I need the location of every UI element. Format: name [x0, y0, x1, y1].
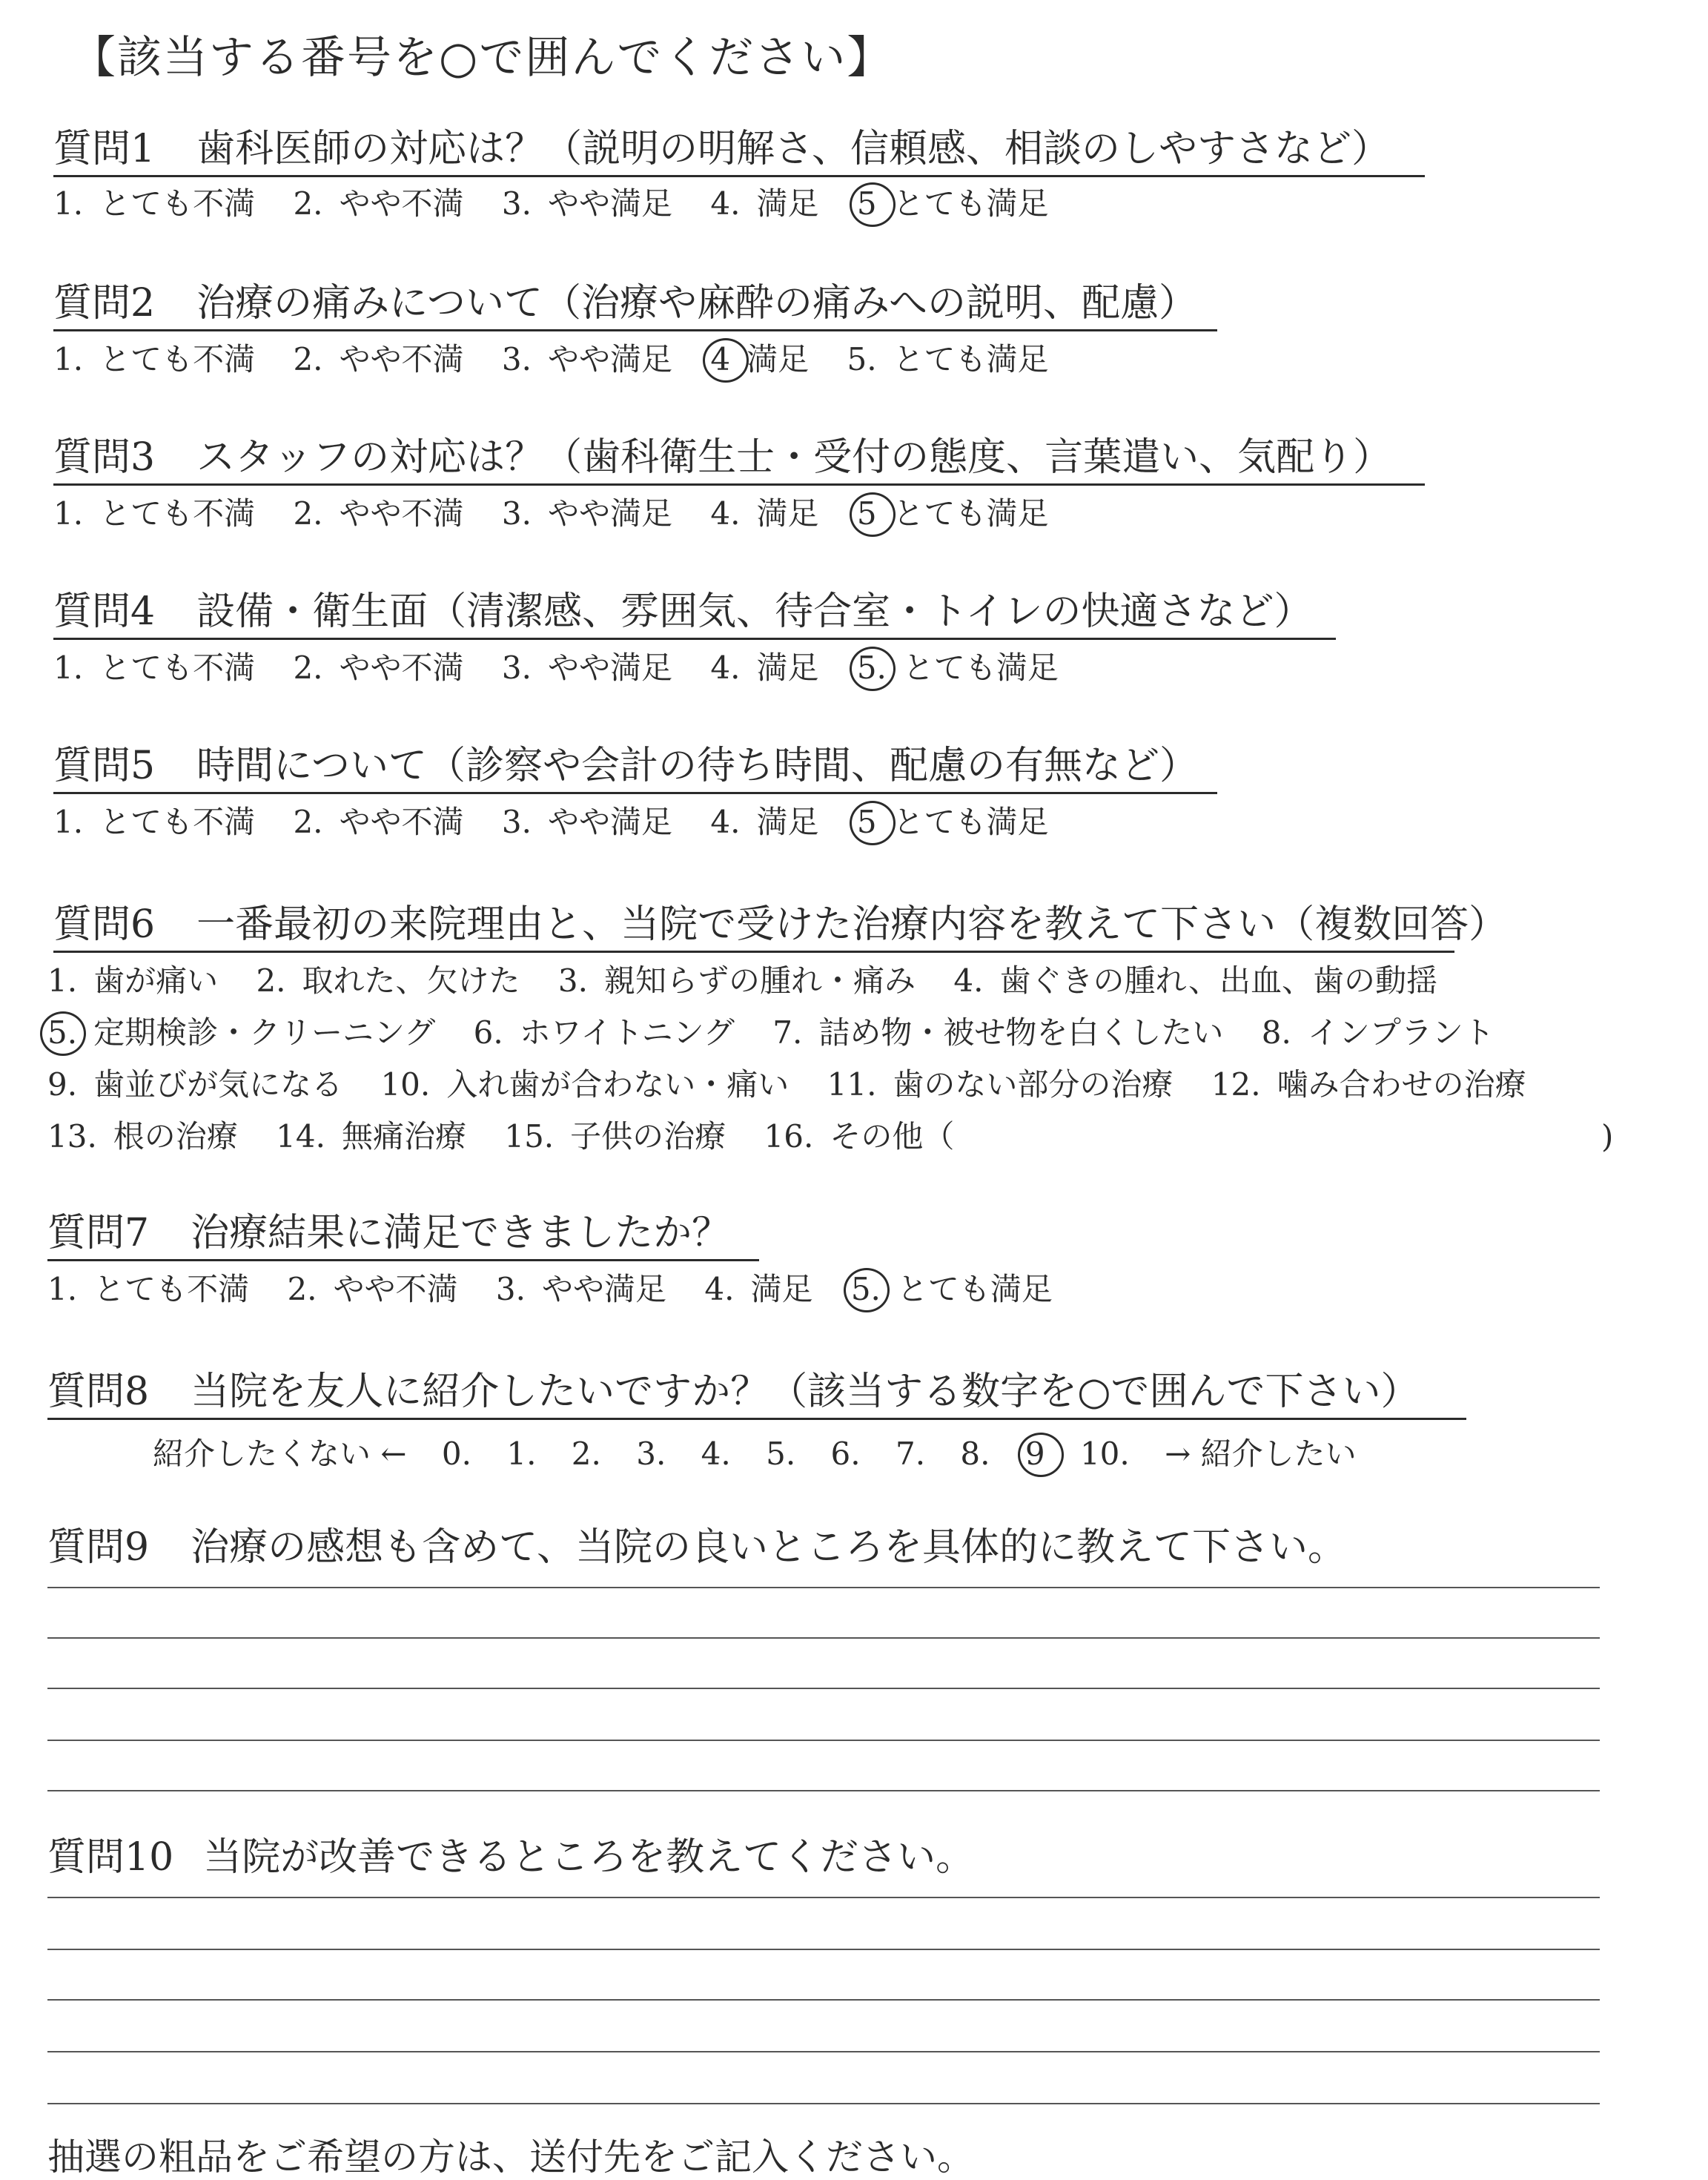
scale-value[interactable]: 6.	[830, 1436, 861, 1472]
options-q4	[53, 650, 1087, 687]
option-num-circled[interactable]: 5.	[856, 650, 887, 686]
option-label[interactable]: 満足	[756, 804, 819, 840]
answer-line[interactable]	[47, 1790, 1600, 1791]
underline	[53, 329, 1217, 331]
option-label[interactable]: やや満足	[547, 185, 672, 222]
question-text: 時間について（診察や会計の待ち時間、配慮の有無など）	[196, 744, 1199, 788]
option-num[interactable]: 1.	[53, 804, 84, 840]
option-label[interactable]: とても満足	[893, 804, 1049, 840]
options-q6-row1	[47, 962, 1466, 1000]
scale-value[interactable]: 8.	[960, 1436, 990, 1472]
answer-line[interactable]	[47, 1688, 1600, 1689]
scale-value[interactable]: 0.	[441, 1436, 471, 1472]
option-label[interactable]: とても不満	[99, 185, 256, 222]
option-num-circled[interactable]: 5	[856, 804, 877, 840]
option-num[interactable]: 9.	[47, 1066, 78, 1103]
question-label: 質問4	[53, 589, 156, 634]
recommend-scale	[153, 1430, 1382, 1474]
answer-line[interactable]	[47, 1897, 1600, 1898]
option-label[interactable]: 無痛治療	[341, 1118, 466, 1155]
option-num[interactable]: 2.	[293, 341, 323, 377]
option-label[interactable]: とても満足	[893, 495, 1049, 532]
question-text: 治療の感想も含めて、当院の良いところを具体的に教えて下さい。	[191, 1525, 1347, 1570]
option-num-circled[interactable]: 5	[856, 185, 877, 222]
scale-right-label: → 紹介したい	[1165, 1436, 1357, 1472]
options-q7	[47, 1271, 1081, 1308]
option-label[interactable]: 噛み合わせの治療	[1277, 1066, 1526, 1103]
question-text: 設備・衛生面（清潔感、雰囲気、待合室・トイレの快適さなど）	[196, 589, 1313, 634]
question-text: 歯科医師の対応は？（説明の明解さ、信頼感、相談のしやすさなど）	[196, 127, 1391, 171]
option-num[interactable]: 2.	[293, 804, 323, 840]
option-label[interactable]: 満足	[756, 185, 819, 222]
option-num[interactable]: 3.	[557, 962, 588, 999]
question-2	[53, 280, 1197, 326]
underline	[53, 792, 1217, 794]
question-text: 当院が改善できるところを教えてください。	[203, 1835, 975, 1880]
question-label: 質問3	[53, 435, 156, 480]
answer-line[interactable]	[47, 2103, 1600, 2104]
question-10	[47, 1834, 974, 1880]
option-num[interactable]: 2.	[293, 650, 323, 686]
option-label[interactable]: やや不満	[339, 804, 464, 840]
option-num[interactable]: 1.	[47, 962, 78, 999]
option-label[interactable]: とても不満	[99, 650, 256, 686]
option-num[interactable]: 15.	[504, 1118, 555, 1155]
option-num[interactable]: 5.	[847, 341, 877, 377]
question-label: 質問9	[47, 1525, 150, 1570]
option-label[interactable]: やや満足	[547, 650, 672, 686]
form-title: 【該当する番号を○で囲んでください】	[71, 32, 893, 84]
underline	[53, 175, 1425, 177]
option-num[interactable]: 12.	[1211, 1066, 1261, 1103]
question-text: 治療結果に満足できましたか？	[191, 1211, 731, 1255]
option-label[interactable]: とても満足	[896, 1271, 1053, 1307]
underline	[47, 1418, 1466, 1420]
answer-line[interactable]	[47, 1587, 1600, 1588]
option-num[interactable]: 2.	[287, 1271, 317, 1307]
underline	[53, 483, 1425, 486]
question-4	[53, 589, 1313, 635]
option-num[interactable]: 4.	[710, 804, 741, 840]
option-label[interactable]: 歯並びが気になる	[93, 1066, 343, 1103]
question-label: 質問5	[53, 744, 156, 788]
answer-line[interactable]	[47, 1949, 1600, 1950]
option-label[interactable]: とても不満	[93, 1271, 250, 1307]
option-label[interactable]: やや満足	[547, 495, 672, 532]
option-num[interactable]: 4.	[704, 1271, 735, 1307]
option-num[interactable]: 3.	[501, 650, 532, 686]
question-label: 質問1	[53, 127, 156, 171]
option-label[interactable]: やや満足	[547, 804, 672, 840]
option-label[interactable]: やや満足	[541, 1271, 666, 1307]
option-num[interactable]: 3.	[495, 1271, 526, 1307]
option-label[interactable]: やや不満	[339, 185, 464, 222]
question-label: 質問6	[53, 902, 156, 947]
option-num[interactable]: 3.	[501, 804, 532, 840]
underline	[53, 638, 1336, 640]
question-9	[47, 1525, 1346, 1570]
scale-value[interactable]: 2.	[571, 1436, 601, 1472]
option-num[interactable]: 3.	[501, 495, 532, 532]
option-num[interactable]: 2.	[256, 962, 286, 999]
option-num-circled[interactable]: 4	[710, 341, 731, 377]
option-label[interactable]: とても不満	[99, 495, 256, 532]
options-q6-row4	[47, 1118, 982, 1155]
option-label[interactable]: 定期検診・クリーニング	[93, 1014, 436, 1051]
options-q2	[53, 341, 1077, 378]
option-label[interactable]: 子供の治療	[570, 1118, 726, 1155]
option-label[interactable]: やや不満	[339, 495, 464, 532]
question-1	[53, 126, 1390, 172]
question-label: 質問2	[53, 281, 156, 326]
answer-line[interactable]	[47, 1999, 1600, 2001]
options-q3	[53, 495, 1077, 532]
scale-left-label: 紹介したくない ←	[153, 1436, 407, 1472]
question-text: 治療の痛みについて（治療や麻酔の痛みへの説明、配慮）	[196, 281, 1198, 326]
options-q1	[53, 185, 1077, 222]
question-8	[47, 1369, 1419, 1415]
option-label[interactable]: とても満足	[902, 650, 1059, 686]
scale-value[interactable]: 5.	[766, 1436, 796, 1472]
option-label[interactable]: とても満足	[893, 185, 1049, 222]
option-label[interactable]: とても満足	[893, 341, 1049, 377]
option-num-circled[interactable]: 5	[856, 495, 877, 532]
option-label[interactable]: 根の治療	[113, 1118, 238, 1155]
option-num[interactable]: 7.	[772, 1014, 803, 1051]
question-text: スタッフの対応は？（歯科衛生士・受付の態度、言葉遣い、気配り）	[196, 435, 1392, 480]
option-num[interactable]: 10.	[380, 1066, 431, 1103]
question-5	[53, 743, 1198, 789]
scale-value[interactable]: 7.	[895, 1436, 926, 1472]
question-label: 質問7	[47, 1211, 150, 1255]
option-label[interactable]: 満足	[750, 1271, 813, 1307]
question-label: 質問10	[47, 1835, 174, 1880]
option-label[interactable]: 歯ぐきの腫れ、出血、歯の動揺	[999, 962, 1437, 999]
option-label[interactable]: やや不満	[339, 650, 464, 686]
option-num[interactable]: 11.	[827, 1066, 877, 1103]
answer-line[interactable]	[47, 1740, 1600, 1741]
option-num[interactable]: 1.	[53, 495, 84, 532]
option-num[interactable]: 4.	[710, 185, 741, 222]
option-label[interactable]: 満足	[756, 650, 819, 686]
scale-value[interactable]: 1.	[506, 1436, 537, 1472]
option-label[interactable]: やや不満	[333, 1271, 458, 1307]
option-label[interactable]: 満足	[756, 495, 819, 532]
option-num-circled[interactable]: 5.	[850, 1271, 881, 1307]
option-label[interactable]: とても不満	[99, 341, 256, 377]
answer-line[interactable]	[47, 2051, 1600, 2052]
option-label[interactable]: 入れ歯が合わない・痛い	[446, 1066, 790, 1103]
underline	[53, 951, 1454, 953]
option-num[interactable]: 13.	[47, 1118, 97, 1155]
option-num[interactable]: 3.	[501, 341, 532, 377]
question-text: 当院を友人に紹介したいですか？（該当する数字を○で囲んで下さい）	[191, 1370, 1420, 1414]
options-q6-row2	[47, 1014, 1523, 1051]
option-label[interactable]: 歯が痛い	[93, 962, 219, 999]
scale-value[interactable]: 4.	[701, 1436, 731, 1472]
option-num[interactable]: 1.	[47, 1271, 78, 1307]
scale-value[interactable]: 10.	[1079, 1436, 1130, 1472]
option-num[interactable]: 8.	[1261, 1014, 1291, 1051]
question-7	[47, 1210, 730, 1256]
option-label[interactable]: 詰め物・被せ物を白くしたい	[818, 1014, 1224, 1051]
footer-note: 抽選の粗品をご希望の方は、送付先をご記入ください。	[47, 2136, 974, 2179]
option-num[interactable]: 1.	[53, 341, 84, 377]
option-label[interactable]: ホワイトニング	[519, 1014, 735, 1051]
option-num[interactable]: 2.	[293, 495, 323, 532]
option-label[interactable]: とても不満	[99, 804, 256, 840]
scale-value[interactable]: 3.	[636, 1436, 666, 1472]
question-3	[53, 435, 1391, 480]
option-label[interactable]: インプラント	[1307, 1014, 1494, 1051]
question-label: 質問8	[47, 1370, 150, 1414]
question-text: 一番最初の来院理由と、当院で受けた治療内容を教えて下さい（複数回答）	[196, 902, 1508, 947]
question-6	[53, 902, 1507, 948]
scale-value-circled[interactable]: 9	[1025, 1436, 1045, 1472]
options-q6-row3	[47, 1066, 1555, 1103]
underline	[47, 1259, 759, 1261]
option-num[interactable]: 16.	[764, 1118, 814, 1155]
option-num[interactable]: 6.	[473, 1014, 503, 1051]
option-label[interactable]: 取れた、欠けた	[302, 962, 520, 999]
option-num[interactable]: 14.	[276, 1118, 325, 1155]
option-num[interactable]: 1.	[53, 185, 84, 222]
option-num[interactable]: 4.	[710, 495, 741, 532]
options-q5	[53, 804, 1077, 841]
option-label[interactable]: 歯のない部分の治療	[893, 1066, 1174, 1103]
option-num[interactable]: 4.	[710, 650, 741, 686]
option-num[interactable]: 3.	[501, 185, 532, 222]
option-label[interactable]: 親知らずの腫れ・痛み	[603, 962, 916, 999]
option-num[interactable]: 2.	[293, 185, 323, 222]
option-num[interactable]: 4.	[953, 962, 984, 999]
option-label[interactable]: やや満足	[547, 341, 672, 377]
other-close-paren: )	[1601, 1118, 1614, 1155]
option-label[interactable]: 満足	[747, 341, 810, 377]
option-num[interactable]: 1.	[53, 650, 84, 686]
answer-line[interactable]	[47, 1637, 1600, 1639]
option-label[interactable]: やや不満	[339, 341, 464, 377]
option-num-circled[interactable]: 5.	[47, 1014, 78, 1051]
option-label[interactable]: その他（	[830, 1118, 955, 1155]
